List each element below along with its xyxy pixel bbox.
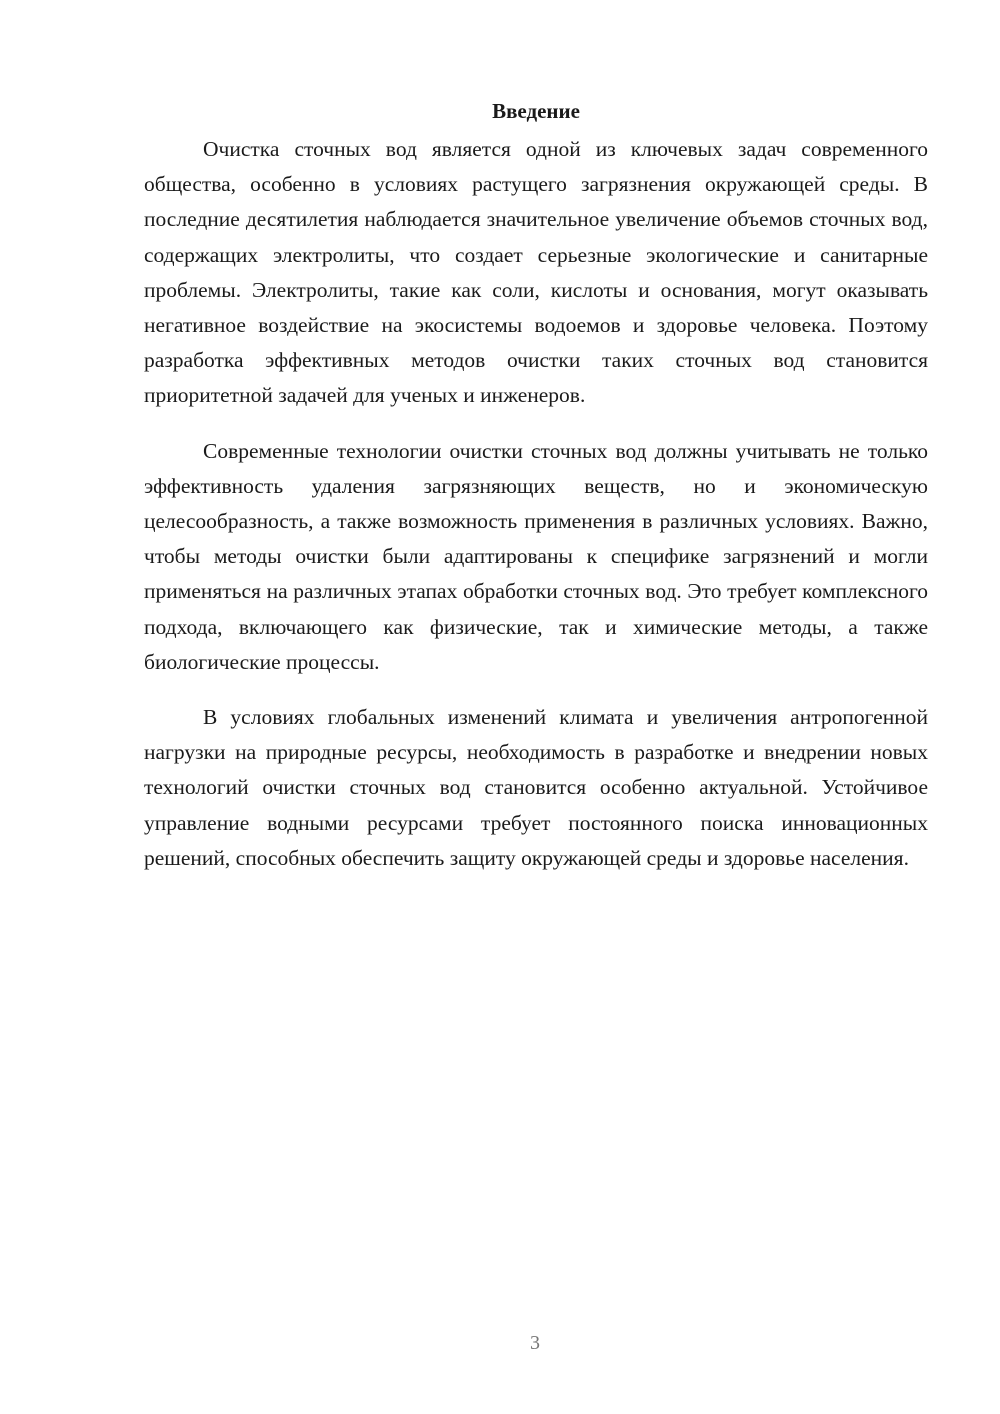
paragraph-2: Современные технологии очистки сточных вод должны учитывать не только эффективность удаления загрязняющих веществ, но и экономическую целесообразность, а также возможность применения в различных условиях. Важно, чтобы методы очистки были адаптированы к специфике загрязнений и могли применяться на различных этапах обработки сточных вод. Это требует комплексного подхода, включающего как физические, так и химические методы, а также биологические процессы. xyxy=(144,438,928,674)
paragraph-1: Очистка сточных вод является одной из ключевых задач современного общества, особенно в условиях растущего загрязнения окружающей среды. В последние десятилетия наблюдается значительное увеличение объемов сточных вод, содержащих электролиты, что создает серьезные экологические и санитарные проблемы. Электролиты, такие как соли, кислоты и основания, могут оказывать негативное воздействие на экосистемы водоемов и здоровье человека. Поэтому разработка эффективных методов очистки таких сточных вод становится приоритетной задачей для ученых и инженеров. xyxy=(144,137,928,408)
section-title: Введение xyxy=(492,99,580,123)
paragraph-3: В условиях глобальных изменений климата и увеличения антропогенной нагрузки на природные ресурсы, необходимость в разработке и внедрении новых технологий очистки сточных вод становится особенно актуальной. Устойчивое управление водными ресурсами требует постоянного поиска инновационных решений, способных обеспечить защиту окружающей среды и здоровье населения. xyxy=(144,705,928,870)
document-page xyxy=(144,96,928,896)
page-number: 3 xyxy=(530,1332,540,1354)
